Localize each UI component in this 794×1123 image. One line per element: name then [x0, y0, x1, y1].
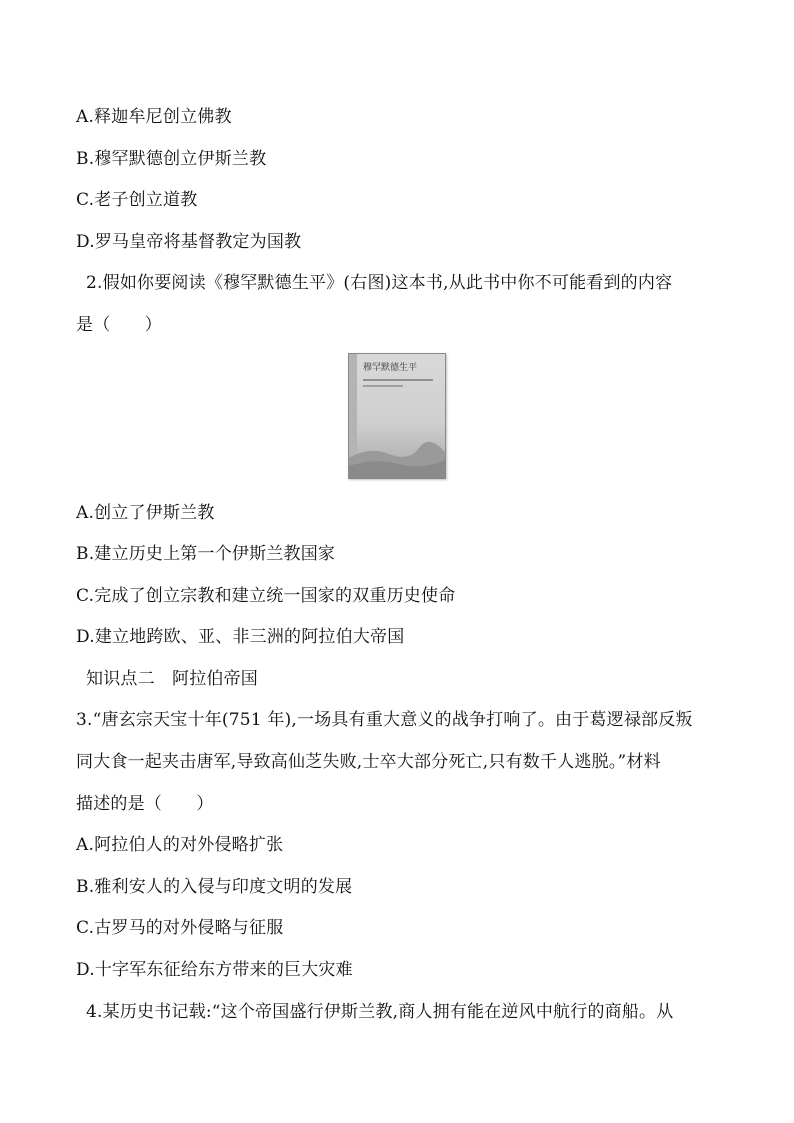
book-cover-author-line [363, 379, 433, 381]
q2-stem-line1: 2.假如你要阅读《穆罕默德生平》(右图)这本书,从此书中你不可能看到的内容 [86, 273, 673, 293]
q2-option-d: D.建立地跨欧、亚、非三洲的阿拉伯大帝国 [76, 627, 405, 647]
q2-option-b: B.建立历史上第一个伊斯兰教国家 [76, 544, 336, 564]
book-cover-publisher-line [363, 385, 403, 387]
section-heading: 知识点二 阿拉伯帝国 [86, 669, 258, 689]
q3-stem-line1: 3.“唐玄宗天宝十年(751 年),一场具有重大意义的战争打响了。由于葛逻禄部反叛 [76, 710, 693, 730]
q3-stem-line3: 描述的是（ ） [76, 794, 214, 814]
q2-stem-line2: 是（ ） [76, 315, 162, 335]
q1-option-b: B.穆罕默德创立伊斯兰教 [76, 149, 267, 169]
q2-option-c: C.完成了创立宗教和建立统一国家的双重历史使命 [76, 586, 456, 606]
q4-stem-line1: 4.某历史书记载:“这个帝国盛行伊斯兰教,商人拥有能在逆风中航行的商船。从 [86, 1002, 674, 1022]
q3-option-b: B.雅利安人的入侵与印度文明的发展 [76, 877, 353, 897]
book-cover-image [348, 353, 446, 479]
q3-option-d: D.十字军东征给东方带来的巨大灾难 [76, 960, 353, 980]
book-cover-title: 穆罕默德生平 [363, 363, 418, 373]
q3-option-c: C.古罗马的对外侵略与征服 [76, 918, 284, 938]
q1-option-c: C.老子创立道教 [76, 190, 198, 210]
q1-option-a: A.释迦牟尼创立佛教 [76, 107, 232, 127]
q1-option-d: D.罗马皇帝将基督教定为国教 [76, 232, 302, 252]
q3-option-a: A.阿拉伯人的对外侵略扩张 [76, 835, 284, 855]
q3-stem-line2: 同大食一起夹击唐军,导致高仙芝失败,士卒大部分死亡,只有数千人逃脱。”材料 [76, 752, 661, 772]
q2-option-a: A.创立了伊斯兰教 [76, 503, 215, 523]
book-cover-landscape [349, 428, 445, 478]
